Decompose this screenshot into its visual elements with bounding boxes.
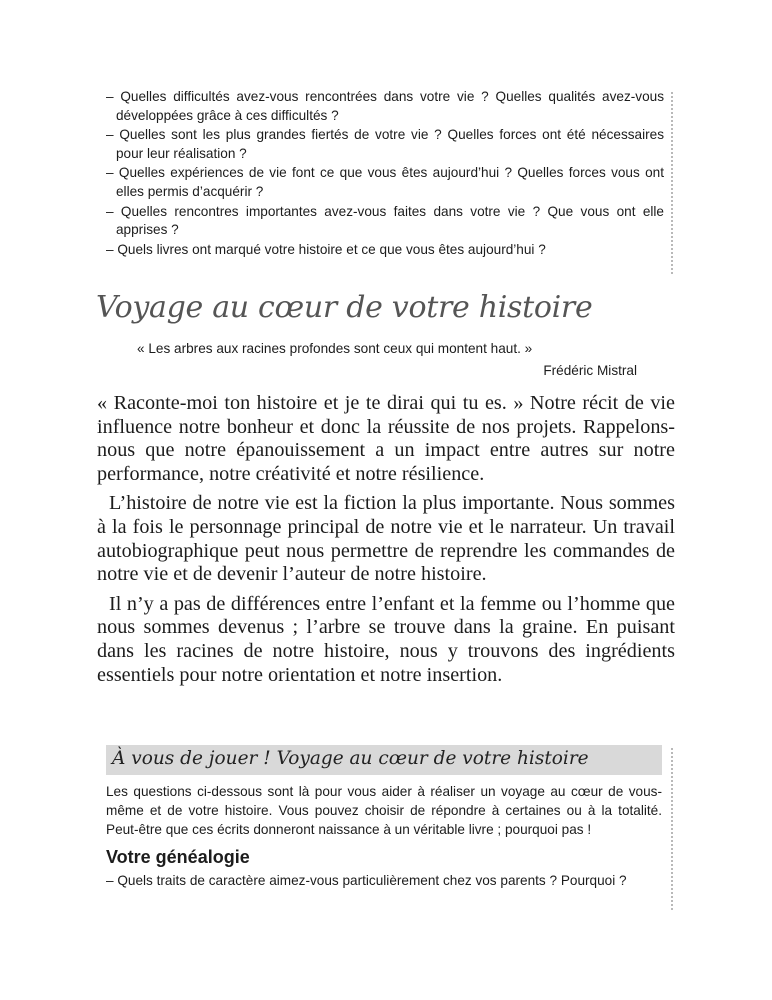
question-item: – Quelles rencontres importantes avez-vous faites dans votre vie ? Que vous ont elle apprises ?: [106, 203, 664, 238]
dotted-rule-top: [671, 92, 673, 274]
body-paragraph: Il n’y a pas de différences entre l’enfant et la femme ou l’homme que nous sommes devenus ; l’arbre se trouve dans la graine. En puisant dans les racines de notre histoire, nous y trouvons des ingrédients essentiels pour notre orientation et notre insertion.: [97, 592, 675, 686]
question-item: – Quelles difficultés avez-vous rencontrées dans votre vie ? Quelles qualités avez-vous développées grâce à ces difficultés ?: [106, 89, 664, 123]
genealogy-question: – Quels traits de caractère aimez-vous particulièrement chez vos parents ? Pourquoi ?: [106, 873, 627, 888]
section-title: Voyage au cœur de votre histoire: [96, 290, 593, 325]
subheading: Votre généalogie: [106, 847, 250, 867]
question-item: – Quels livres ont marqué votre histoire et ce que vous êtes aujourd’hui ?: [106, 241, 546, 257]
body-paragraph: « Raconte-moi ton histoire et je te dirai qui tu es. » Notre récit de vie influence notre bonheur et donc la réussite de nos projets. Rappelons-nous que notre épanouissement a un impact entre autres sur notre performance, notre créativité et notre résilience.: [97, 392, 675, 485]
activity-header: [106, 745, 662, 775]
epigraph: « Les arbres aux racines profondes sont ceux qui montent haut. »: [137, 341, 533, 356]
activity-title: À vous de jouer ! Voyage au cœur de votre histoire: [112, 748, 589, 769]
epigraph-author: Frédéric Mistral: [543, 363, 637, 378]
question-item: – Quelles sont les plus grandes fiertés de votre vie ? Quelles forces ont été nécessaires pour leur réalisation ?: [106, 127, 664, 161]
question-list: [106, 88, 664, 260]
body-text: [97, 392, 675, 693]
activity-intro: Les questions ci-dessous sont là pour vous aider à réaliser un voyage au cœur de vous-même et de votre histoire. Vous pouvez choisir de répondre à certaines ou à la totalité. Peut-être que ces écrits donneront naissance à un véritable livre ; pourquoi pas !: [106, 784, 662, 837]
question-item: – Quelles expériences de vie font ce que vous êtes aujourd’hui ? Quelles forces vous ont elles permis d’acquérir ?: [106, 165, 664, 199]
dotted-rule-bottom: [671, 748, 673, 910]
body-paragraph: L’histoire de notre vie est la fiction la plus importante. Nous sommes à la fois le personnage principal de notre vie et le narrateur. Un travail autobiographique peut nous permettre de reprendre les commandes de notre vie et de devenir l’auteur de notre histoire.: [97, 492, 675, 586]
